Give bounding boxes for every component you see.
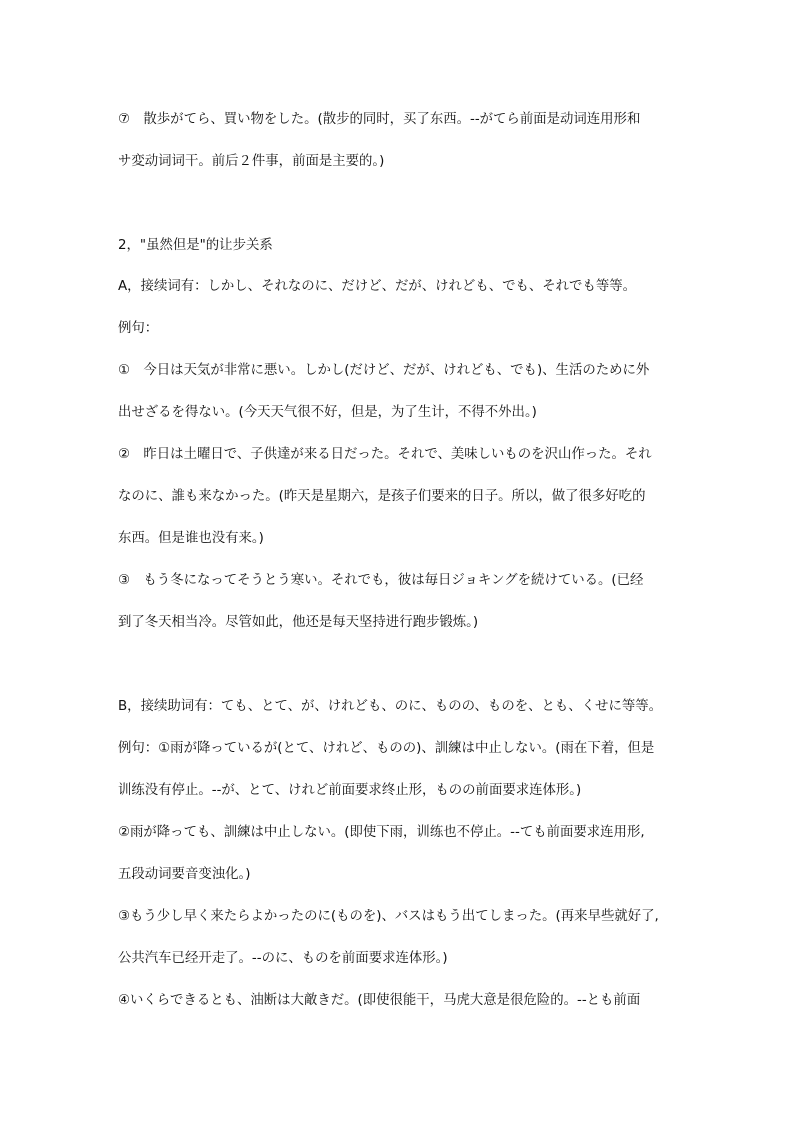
paragraph-line: 出せざるを得ない。(今天天气很不好，但是，为了生计，不得不外出。) [118, 405, 537, 420]
paragraph-line: 五段动词要音变浊化。) [118, 867, 251, 882]
paragraph-line: 训练没有停止。--が、とて、けれど前面要求终止形，ものの前面要求连体形。) [118, 783, 582, 798]
paragraph-line: ③もう少し早く来たらよかったのに(ものを)、バスはもう出てしまった。(再来早些就好了, [118, 909, 659, 924]
paragraph-line: 公共汽车已经开走了。--のに、ものを前面要求连体形。) [118, 951, 448, 966]
paragraph-line: サ変动词词干。前后２件事，前面是主要的。) [118, 154, 385, 169]
paragraph-line: ③ もう冬になってそうとう寒い。それでも，彼は毎日ジョキングを続けている。(已经 [118, 573, 644, 588]
paragraph-line: 到了冬天相当冷。尽管如此，他还是每天坚持进行跑步锻炼。) [118, 615, 479, 630]
subsection-heading-b: B，接续助词有：ても、とて、が、けれども、のに、ものの、ものを、とも、くせに等等。 [118, 699, 663, 714]
example-label: 例句： [118, 321, 159, 336]
paragraph-line: ② 昨日は土曜日で、子供達が来る日だった。それで、美味しいものを沢山作った。それ [118, 447, 652, 462]
paragraph-line: 例句：①雨が降っているが(とて、けれど、ものの)、訓練は中止しない。(雨在下着，但是 [118, 741, 655, 756]
paragraph-line: 东西。但是谁也没有来。) [118, 531, 264, 546]
paragraph-line: ⑦ 散歩がてら、買い物をした。(散步的同时，买了东西。--がてら前面是动词连用形和 [118, 112, 641, 127]
subsection-heading-a: A，接续词有：しかし、それなのに、だけど、だが、けれども、でも、それでも等等。 [118, 279, 637, 294]
paragraph-line: ②雨が降っても、訓練は中止しない。(即使下雨，训练也不停止。--ても前面要求连用形, [118, 825, 645, 840]
paragraph-line: なのに、誰も来なかった。(昨天是星期六，是孩子们要来的日子。所以，做了很多好吃的 [118, 489, 646, 504]
paragraph-line: ④いくらできるとも、油断は大敵きだ。(即使很能干，马虎大意是很危险的。--とも前面 [118, 993, 641, 1008]
paragraph-line: ① 今日は天気が非常に悪い。しかし(だけど、だが、けれども、でも)、生活のために外 [118, 363, 650, 378]
section-heading: 2，"虽然但是"的让步关系 [118, 238, 273, 253]
